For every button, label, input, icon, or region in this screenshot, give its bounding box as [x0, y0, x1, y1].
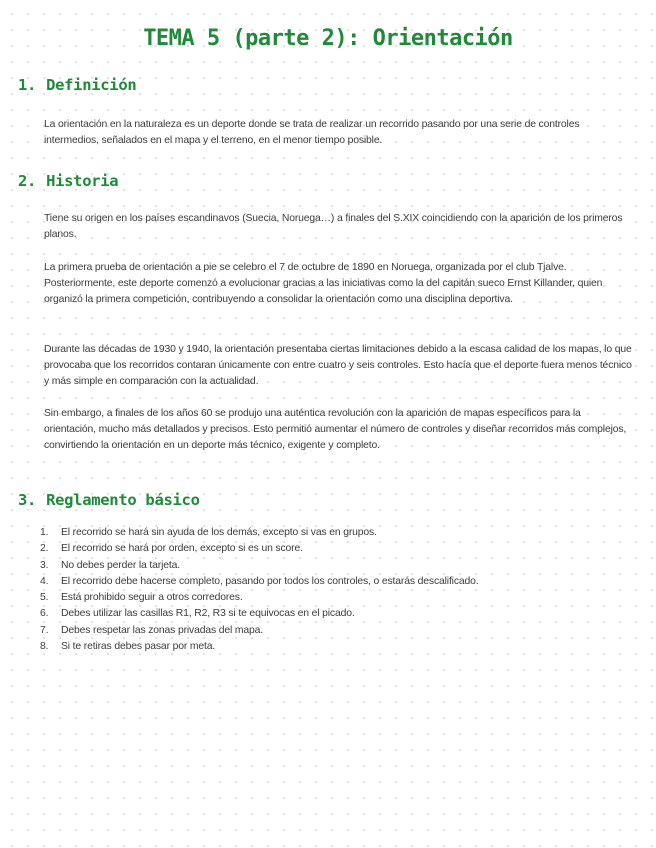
rules-list	[40, 525, 640, 655]
section-heading-historia	[18, 172, 118, 190]
rule-text: Debes utilizar las casillas R1, R2, R3 si te equivocas en el picado.	[61, 608, 355, 620]
paragraph-historia-primera-prueba: La primera prueba de orientación a pie se celebro el 7 de octubre de 1890 en Noruega, organizada por el club Tjalve. Posteriormente, este deporte comenzó a evolucionar gracias a las iniciativas como la del capitán sueco Ernst Killander, quien organizó la primera competición, contribuyendo a consolidar la orientación como una disciplina deportiva.	[44, 262, 603, 305]
paragraph-definicion: La orientación en la naturaleza es un deporte donde se trata de realizar un recorrido pasando por una serie de controles intermedios, señalados en el mapa y el terreno, en el menor tiempo posible.	[44, 119, 580, 146]
rule-text: El recorrido se hará por orden, excepto si es un score.	[61, 543, 303, 555]
section-heading-definicion	[18, 76, 136, 94]
list-item	[40, 623, 640, 639]
rule-number: 1.	[40, 527, 49, 538]
section-title: Historia	[46, 172, 119, 190]
list-item	[40, 541, 640, 557]
list-item	[40, 525, 640, 541]
section-number: 3.	[18, 491, 37, 509]
document-title: TEMA 5 (parte 2): Orientación	[143, 26, 513, 51]
list-item	[40, 590, 640, 606]
rule-text: Debes respetar las zonas privadas del mapa.	[61, 624, 264, 636]
rule-number: 6.	[40, 608, 49, 620]
list-item	[40, 606, 640, 622]
paragraph-historia-decadas: Durante las décadas de 1930 y 1940, la orientación presentaba ciertas limitaciones debido a la escasa calidad de los mapas, lo que provocaba que los recorridos contaran únicamente con entre cuatro y seis controles. Esto hacía que el deporte fuera menos técnico y más simple en comparación con la actualidad.	[44, 344, 632, 387]
rule-number: 8.	[40, 641, 49, 653]
rule-text: El recorrido debe hacerse completo, pasando por todos los controles, o estarás descalificado.	[61, 575, 479, 587]
section-number: 2.	[18, 172, 37, 190]
list-item	[40, 574, 640, 590]
paragraph-historia-revolucion: Sin embargo, a finales de los años 60 se produjo una auténtica revolución con la aparición de mapas específicos para la orientación, mucho más detallados y precisos. Esto permitió aumentar el número de controles y diseñar recorridos más complejos, convirtiendo la orientación en un deporte más técnico, exigente y completo.	[44, 408, 627, 451]
section-title: Reglamento básico	[46, 491, 200, 509]
rule-number: 4.	[40, 575, 49, 587]
rule-text: El recorrido se hará sin ayuda de los demás, excepto si vas en grupos.	[61, 527, 377, 538]
rule-number: 3.	[40, 559, 49, 571]
rule-number: 7.	[40, 624, 49, 636]
rule-text: No debes perder la tarjeta.	[61, 559, 180, 571]
paragraph-historia-origen: Tiene su origen en los países escandinavos (Suecia, Noruega…) a finales del S.XIX coincidiendo con la aparición de los primeros planos.	[44, 213, 623, 240]
section-number: 1.	[18, 76, 37, 94]
list-item	[40, 558, 640, 574]
rule-text: Está prohibido seguir a otros corredores.	[61, 592, 243, 604]
section-heading-reglamento	[18, 491, 200, 509]
section-title: Definición	[46, 76, 137, 94]
rule-text: Si te retiras debes pasar por meta.	[61, 641, 216, 653]
list-item	[40, 639, 640, 655]
rule-number: 5.	[40, 592, 49, 604]
rule-number: 2.	[40, 543, 49, 555]
